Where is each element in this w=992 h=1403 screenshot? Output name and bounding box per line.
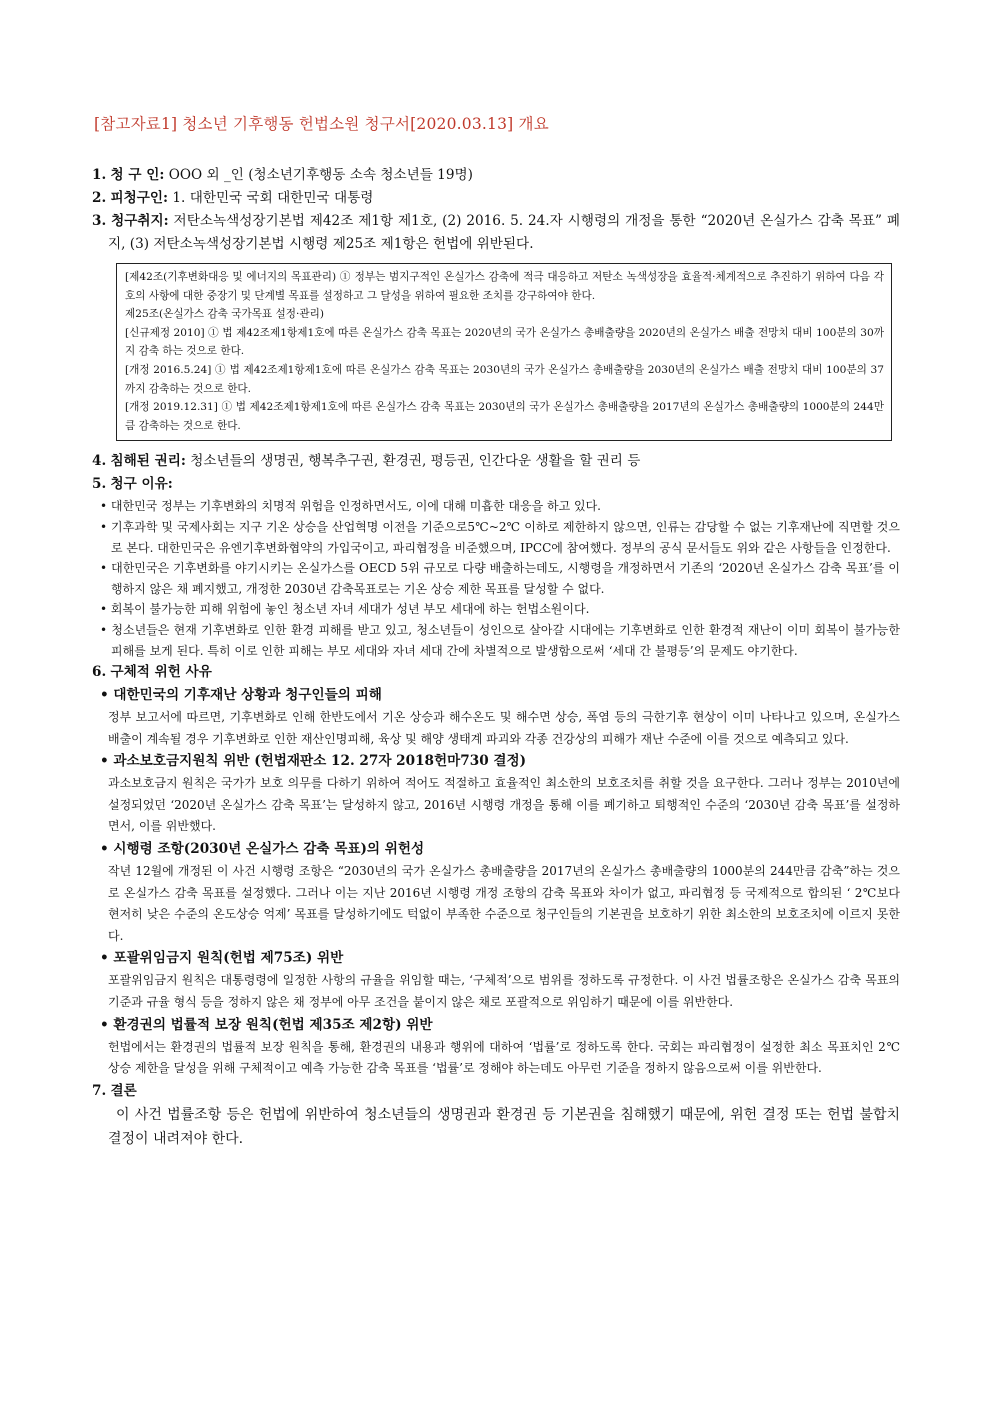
reason-item: • 청소년들은 현재 기후변화로 인한 환경 피해를 받고 있고, 청소년들이 성인으로 살아갈 시대에는 기후변화로 인한 환경적 재난이 이미 회복이 불가능한 피해를 보게 된다. 특히 이로 인한 피해는 부모 세대와 자녀 세대 간에 차별적으로 발생함으로써 ‘세대 간 불평등’의 문제도 야기한다.: [100, 622, 900, 658]
conclusion-label: 결론: [110, 1082, 137, 1099]
ground-title: • 대한민국의 기후재난 상황과 청구인들의 피해: [100, 687, 382, 704]
respondent-text: 1. 대한민국 국회 대한민국 대통령: [168, 190, 374, 206]
ground-title: • 과소보호금지원칙 위반 (헌법재판소 12. 27자 2018헌마730 결정): [100, 753, 527, 770]
infringed-rights-label: 침해된 권리:: [110, 453, 186, 470]
law-2010: [신규제정 2010] ① 법 제42조제1항제1호에 따른 온실가스 감축 목표는 2020년의 국가 온실가스 총배출량을 2020년의 온실가스 배출 전망치 대비 100분의 30까지 감축 하는 것으로 한다.: [125, 326, 884, 358]
document-title: [참고자료1] 청소년 기후행동 헌법소원 청구서[2020.03.13] 개요: [94, 115, 549, 133]
law-article-42: [제42조(기후변화대응 및 에너지의 목표관리) ① 정부는 범지구적인 온실가스 감축에 적극 대응하고 저탄소 녹색성장을 효율적·체계적으로 추진하기 위하여 다음 각 호의 사항에 대한 중장기 및 단계별 목표를 설정하고 그 달성을 위하여 필요한 조치를 강구하여야 한다.: [125, 271, 884, 302]
ground-body: 헌법에서는 환경권의 법률적 보장 원칙을 통해, 환경권의 내용과 행위에 대하여 ‘법률’로 정하도록 한다. 국회는 파리협정이 설정한 최소 목표치인 2℃ 상승 제한을 달성을 위해 구체적이고 예측 가능한 감축 목표를 ‘법률’로 정해야 하는데도 아무런 기준을 정하지 않음으로써 이를 위반한다.: [108, 1039, 900, 1076]
claim-purpose-text: 저탄소녹색성장기본법 제42조 제1항 제1호, (2) 2016. 5. 24.자 시행령의 개정을 통한 “2020년 온실가스 감축 목표” 폐지, (3) 저탄소녹색성장기본법 시행령 제25조 제1항은 헌법에 위반된다.: [108, 213, 900, 252]
law-article-25: 제25조(온실가스 감축 국가목표 설정·관리): [125, 308, 324, 321]
ground-body: 작년 12월에 개정된 이 사건 시행령 조항은 “2030년의 국가 온실가스 총배출량을 2017년의 온실가스 총배출량의 1000분의 244만큼 감축”하는 것으로 온실가스 감축 목표를 설정했다. 그러나 이는 지난 2016년 시행령 개정 조항의 감축 목표와 차이가 없고, 파리협정 등 국제적으로 합의된 ‘ 2℃보다 현저히 낮은 수준의 온도상승 억제’ 목표를 달성하기에도 턱없이 부족한 수준으로 청구인들의 기본권을 보호하기 위한 최소한의 보호조치에 이르지 못한다.: [108, 864, 900, 943]
claimant-text: OOO 외 _인 (청소년기후행동 소속 청소년들 19명): [164, 167, 473, 183]
reason-item: • 회복이 불가능한 피해 위험에 놓인 청소년 자녀 세대가 성년 부모 세대에 하는 헌법소원이다.: [100, 602, 590, 617]
section-reasons: 5. 청구 이유:: [92, 476, 173, 493]
ground-title: • 시행령 조항(2030년 온실가스 감축 목표)의 위헌성: [100, 841, 425, 858]
law-2019: [개정 2019.12.31] ① 법 제42조제1항제1호에 따른 온실가스 감축 목표는 2030년의 국가 온실가스 총배출량을 2017년의 온실가스 총배출량의 1000분의 244만큼 감축하는 것으로 한다.: [125, 401, 884, 432]
claimant-label: 청 구 인:: [110, 167, 165, 183]
ground-title: • 포괄위임금지 원칙(헌법 제75조) 위반: [100, 950, 344, 967]
law-excerpt-box: [116, 263, 892, 441]
claim-purpose-label: 청구취지:: [111, 213, 169, 229]
reasons-label: 청구 이유:: [110, 476, 173, 493]
respondent-label: 피청구인:: [110, 190, 169, 206]
ground-body: 포괄위임금지 원칙은 대통령령에 일정한 사항의 규율을 위임할 때는, ‘구체적’으로 범위를 정하도록 규정한다. 이 사건 법률조항은 온실가스 감축 목표의 기준과 규율 형식 등을 정하지 않은 채 정부에 아무 조건을 붙이지 않은 채로 포괄적으로 위임하기 때문에 이를 위반한다.: [108, 973, 900, 1010]
grounds-label: 구체적 위헌 사유: [110, 664, 212, 681]
section-claimant: 1. 청 구 인: OOO 외 _인 (청소년기후행동 소속 청소년들 19명): [92, 167, 473, 183]
section-unconstitutional-grounds: 6. 구체적 위헌 사유: [92, 664, 212, 681]
section-infringed-rights: 4. 침해된 권리: 청소년들의 생명권, 행복추구권, 환경권, 평등권, 인간다운 생활을 할 권리 등: [92, 453, 641, 470]
ground-body: 과소보호금지 원칙은 국가가 보호 의무를 다하기 위하여 적어도 적절하고 효율적인 최소한의 보호조치를 취할 것을 요구한다. 그러나 정부는 2010년에 설정되었던 ‘2020년 온실가스 감축 목표’는 달성하지 않고, 2016년 시행령 개정을 통해 이를 폐기하고 퇴행적인 수준의 ‘2030년 감축 목표’를 설정하면서, 이를 위반했다.: [108, 776, 900, 834]
reason-item: • 대한민국 정부는 기후변화의 치명적 위험을 인정하면서도, 이에 대해 미흡한 대응을 하고 있다.: [100, 499, 601, 514]
reason-item: • 대한민국은 기후변화를 야기시키는 온실가스를 OECD 5위 규모로 다량 배출하는데도, 시행령을 개정하면서 기존의 ‘2020년 온실가스 감축 목표’를 이행하지 않은 채 폐지했고, 개정한 2030년 감축목표로는 기온 상승 제한 목표를 달성할 수 없다.: [100, 561, 900, 596]
section-claim-purpose: 3. 청구취지: 저탄소녹색성장기본법 제42조 제1항 제1호, (2) 2016. 5. 24.자 시행령의 개정을 통한 “2020년 온실가스 감축 목표” 폐지, (3) 저탄소녹색성장기본법 시행령 제25조 제1항은 헌법에 위반된다.: [92, 213, 900, 252]
conclusion-text: 이 사건 법률조항 등은 헌법에 위반하여 청소년들의 생명권과 환경권 등 기본권을 침해했기 때문에, 위헌 결정 또는 헌법 불합치 결정이 내려져야 한다.: [108, 1106, 900, 1147]
infringed-rights-text: 청소년들의 생명권, 행복추구권, 환경권, 평등권, 인간다운 생활을 할 권리 등: [185, 453, 641, 470]
section-respondent: 2. 피청구인: 1. 대한민국 국회 대한민국 대통령: [92, 190, 374, 206]
ground-body: 정부 보고서에 따르면, 기후변화로 인해 한반도에서 기온 상승과 해수온도 및 해수면 상승, 폭염 등의 극한기후 현상이 이미 나타나고 있으며, 온실가스 배출이 계속될 경우 기후변화로 인한 재산인명피해, 육상 및 해양 생태계 파괴와 각종 건강상의 피해가 재난 수준에 이를 것으로 예측되고 있다.: [108, 710, 900, 746]
reason-item: • 기후과학 및 국제사회는 지구 기온 상승을 산업혁명 이전을 기준으로5℃~2℃ 이하로 제한하지 않으면, 인류는 감당할 수 없는 기후재난에 직면할 것으로 본다. 대한민국은 유엔기후변화협약의 가입국이고, 파리협정을 비준했으며, IPCC에 참여했다. 정부의 공식 문서들도 위와 같은 사항들을 인정한다.: [100, 519, 900, 555]
law-2016: [개정 2016.5.24] ① 법 제42조제1항제1호에 따른 온실가스 감축 목표는 2030년의 국가 온실가스 총배출량을 2030년의 온실가스 배출 전망치 대비 100분의 37까지 감축하는 것으로 한다.: [125, 363, 884, 395]
ground-title: • 환경권의 법률적 보장 원칙(헌법 제35조 제2항) 위반: [100, 1016, 433, 1033]
section-conclusion: 7. 결론: [92, 1082, 137, 1099]
